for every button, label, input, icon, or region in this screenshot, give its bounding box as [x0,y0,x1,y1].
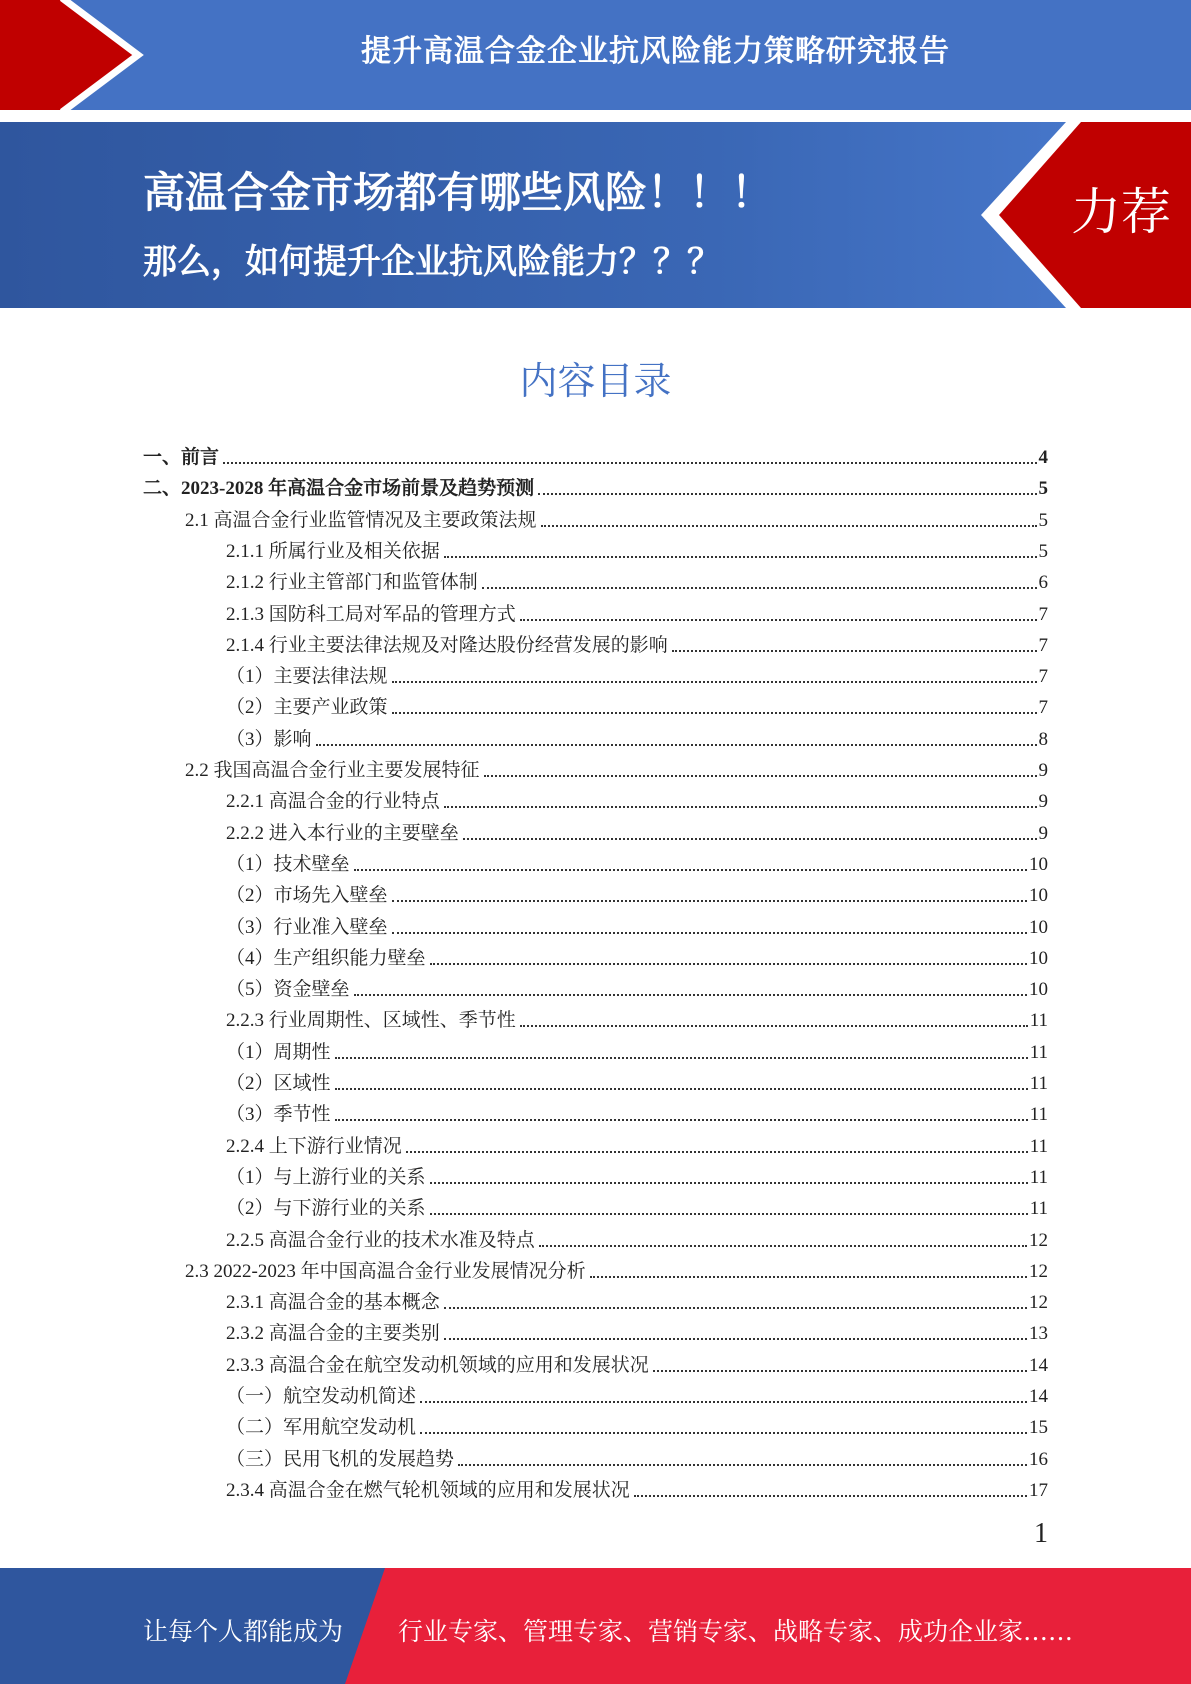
toc-leader-dots [634,1495,1027,1497]
toc-leader-dots [223,462,1036,464]
toc-leader-dots [463,838,1037,840]
top-banner [0,0,1191,110]
toc-entry[interactable] [226,1440,1048,1471]
toc-entry-page: 17 [1029,1479,1048,1501]
toc-leader-dots [444,1338,1027,1340]
toc-entry-label: 2.1.3 国防科工局对军品的管理方式 [226,603,516,625]
toc-leader-dots [541,525,1037,527]
toc-entry-page: 11 [1029,1135,1048,1157]
recommend-tag: 力荐 [1071,183,1171,241]
toc-leader-dots [420,1432,1027,1434]
toc-entry-page: 5 [1038,509,1048,531]
toc-leader-dots [430,1182,1028,1184]
toc-entry-page: 7 [1038,603,1048,625]
toc-entry-page: 12 [1029,1229,1048,1251]
toc-entry[interactable] [226,657,1048,688]
toc-leader-dots [484,775,1037,777]
toc-entry[interactable] [226,1314,1048,1345]
toc-entry[interactable] [226,626,1048,657]
toc-entry-page: 10 [1029,947,1048,969]
toc-leader-dots [590,1276,1027,1278]
toc-entry-label: 2.2.1 高温合金的行业特点 [226,791,440,813]
toc-entry-label: （3）行业准入壁垒 [226,916,388,938]
toc-entry[interactable] [226,939,1048,970]
hero-headline: 高温合金市场都有哪些风险！！！ [143,168,774,217]
toc-entry-page: 7 [1038,697,1048,719]
toc-leader-dots [354,994,1027,996]
toc-entry[interactable] [226,845,1048,876]
toc-entry-label: 2.3 2022-2023 年中国高温合金行业发展情况分析 [185,1260,586,1282]
toc-entry[interactable] [226,814,1048,845]
toc-entry-label: （2）区域性 [226,1073,331,1094]
toc-title: 内容目录 [519,359,672,403]
toc-entry-page: 10 [1029,853,1048,875]
toc-entry-label: 二、2023-2028 年高温合金市场前景及趋势预测 [143,478,535,500]
hero-subheadline: 那么，如何提升企业抗风险能力？？？ [143,242,721,282]
toc-entry-label: 2.1.4 行业主要法律法规及对隆达股份经营发展的影响 [226,634,668,656]
toc-leader-dots [444,806,1037,808]
toc-entry-page: 10 [1029,979,1048,1001]
toc-leader-dots [430,1213,1028,1215]
toc-entry[interactable] [226,1471,1048,1502]
toc-entry[interactable] [226,1158,1048,1189]
toc-leader-dots [354,869,1027,871]
footer-slogan-left: 让每个人都能成为 [143,1617,344,1646]
toc-entry[interactable] [143,469,1048,500]
toc-entry-label: （1）主要法律法规 [226,666,388,688]
toc-entry[interactable] [226,1346,1048,1377]
toc-entry-label: 2.3.1 高温合金的基本概念 [226,1292,440,1314]
toc-entry-label: 2.1.1 所属行业及相关依据 [226,540,440,562]
toc-entry-label: （一）航空发动机简述 [226,1386,417,1407]
page-number: 1 [1034,1518,1048,1549]
toc-entry[interactable] [226,720,1048,751]
toc-entry-label: 2.1.2 行业主管部门和监管体制 [226,572,478,594]
toc-entry[interactable] [226,1377,1048,1408]
report-title: 提升高温合金企业抗风险能力策略研究报告 [361,34,950,69]
toc-leader-dots [539,1245,1027,1247]
toc-entry[interactable] [226,908,1048,939]
toc-leader-dots [672,650,1037,652]
toc-leader-dots [482,587,1037,589]
toc-entry-label: 2.1 高温合金行业监管情况及主要政策法规 [185,509,537,531]
toc-entry-label: （4）生产组织能力壁垒 [226,947,426,969]
toc-entry-page: 14 [1029,1354,1048,1376]
footer-banner [0,1568,1191,1684]
toc-entry-page: 11 [1029,1104,1048,1126]
toc-entry[interactable] [226,1189,1048,1220]
red-chevron-decoration [0,0,150,110]
toc-entry-page: 11 [1029,1010,1048,1032]
toc-entry[interactable] [185,1252,1048,1283]
toc-entry-label: 2.2 我国高温合金行业主要发展特征 [185,760,480,781]
footer-slogan-right: 行业专家、管理专家、营销专家、战略专家、成功企业家…… [398,1617,1074,1646]
toc-leader-dots [520,619,1037,621]
toc-entry-page: 5 [1038,540,1048,562]
toc-entry[interactable] [226,782,1048,813]
toc-leader-dots [444,556,1037,558]
toc-entry-label: （1）周期性 [226,1041,331,1063]
toc-entry-page: 7 [1038,634,1048,656]
toc-entry[interactable] [226,1064,1048,1095]
toc-entry[interactable] [226,1095,1048,1126]
toc-entry-page: 12 [1029,1292,1048,1314]
toc-entry[interactable] [185,751,1048,782]
toc-entry-page: 16 [1029,1448,1048,1470]
toc-entry-page: 7 [1038,666,1048,688]
toc-entry[interactable] [226,1283,1048,1314]
toc-leader-dots [458,1464,1027,1466]
toc-entry-page: 9 [1038,791,1048,813]
toc-entry-page: 5 [1038,478,1048,500]
toc-leader-dots [392,681,1037,683]
toc-entry[interactable] [226,1408,1048,1439]
toc-entry-label: （2）与下游行业的关系 [226,1198,426,1220]
toc-entry[interactable] [226,688,1048,719]
toc-entry[interactable] [226,595,1048,626]
toc-leader-dots [335,1088,1028,1090]
toc-entry[interactable] [226,970,1048,1001]
toc-entry[interactable] [226,876,1048,907]
toc-entry-label: （三）民用飞机的发展趋势 [226,1448,455,1470]
toc-entry[interactable] [143,438,1048,469]
toc-entry-label: （2）市场先入壁垒 [226,885,388,907]
toc-entry-page: 9 [1038,760,1048,781]
toc-leader-dots [392,900,1027,902]
toc-entry-page: 11 [1029,1198,1048,1220]
toc-entry[interactable] [226,1127,1048,1158]
toc-entry-label: （5）资金壁垒 [226,979,350,1001]
toc-entry-label: 2.2.5 高温合金行业的技术水准及特点 [226,1229,535,1251]
toc-entry-label: 2.3.4 高温合金在燃气轮机领域的应用和发展状况 [226,1479,630,1501]
toc-entry[interactable] [226,1221,1048,1252]
toc-entry-page: 9 [1038,822,1048,844]
toc-entry-label: （2）主要产业政策 [226,697,388,719]
toc-entry-label: （1）与上游行业的关系 [226,1166,426,1188]
toc-entry-page: 15 [1029,1417,1048,1439]
toc-entry-page: 6 [1038,572,1048,594]
toc-entry-label: 2.2.4 上下游行业情况 [226,1135,402,1157]
toc-leader-dots [653,1370,1027,1372]
toc-entry-label: 2.2.2 进入本行业的主要壁垒 [226,822,459,844]
toc-entry-page: 4 [1038,447,1048,468]
toc-leader-dots [335,1119,1028,1121]
toc-leader-dots [316,744,1037,746]
toc-entry-label: 2.3.3 高温合金在航空发动机领域的应用和发展状况 [226,1354,649,1376]
toc-entry[interactable] [226,563,1048,594]
toc-entry[interactable] [226,532,1048,563]
toc-leader-dots [392,932,1027,934]
toc-entry-label: （二）军用航空发动机 [226,1417,417,1439]
toc-entry-page: 14 [1029,1386,1048,1407]
hero-banner [0,122,1191,308]
toc-entry-label: 2.3.2 高温合金的主要类别 [226,1323,440,1345]
toc-leader-dots [420,1401,1027,1403]
toc-entry-page: 10 [1029,916,1048,938]
toc-entry-page: 13 [1029,1323,1048,1345]
toc-leader-dots [392,712,1037,714]
toc-entry-page: 8 [1038,728,1048,750]
toc-entry[interactable] [226,1001,1048,1032]
toc-leader-dots [430,963,1027,965]
toc-entry-label: 一、前言 [143,447,220,468]
toc-leader-dots [520,1025,1028,1027]
toc-entry-label: （3）影响 [226,728,312,750]
toc-entry-page: 11 [1029,1073,1048,1094]
toc-entry[interactable] [226,1033,1048,1064]
toc-leader-dots [335,1057,1028,1059]
toc-leader-dots [538,493,1036,495]
toc-entry-page: 10 [1029,885,1048,907]
toc-entry[interactable] [185,501,1048,532]
toc-entry-page: 12 [1029,1260,1048,1282]
toc-leader-dots [406,1151,1028,1153]
toc-entry-page: 11 [1029,1041,1048,1063]
toc-entry-page: 11 [1029,1166,1048,1188]
toc-leader-dots [444,1307,1027,1309]
toc-entry-label: （1）技术壁垒 [226,853,350,875]
toc-entry-label: 2.2.3 行业周期性、区域性、季节性 [226,1010,516,1032]
toc-entry-label: （3）季节性 [226,1104,331,1126]
